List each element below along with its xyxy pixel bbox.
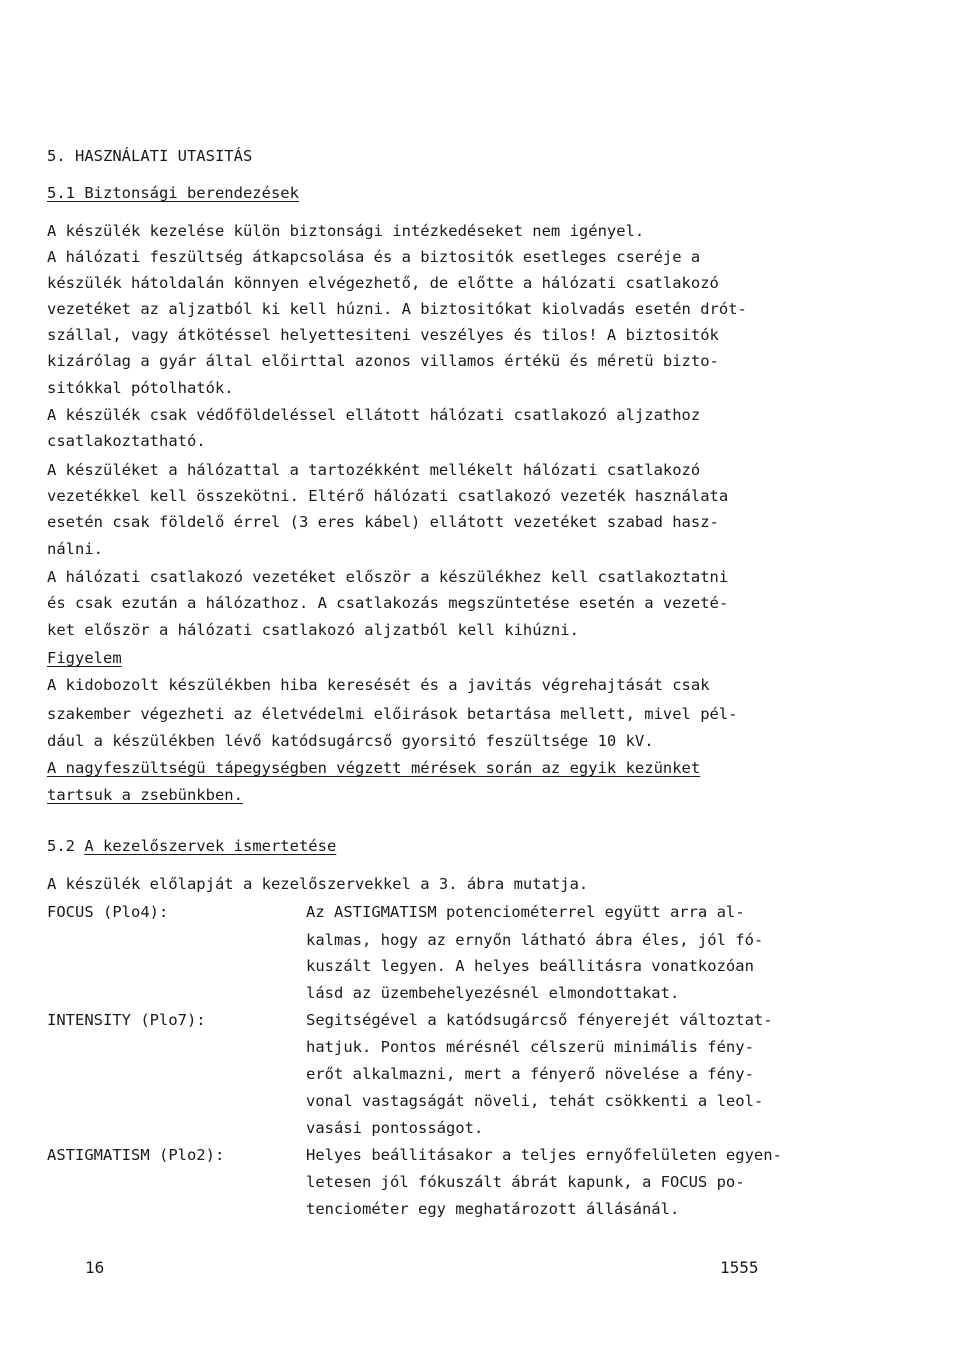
body-line: csatlakoztatható. bbox=[47, 432, 206, 450]
body-line: sitókkal pótolhatók. bbox=[47, 379, 234, 397]
control-desc-line: Helyes beállitásakor a teljes ernyőfelületen egyen- bbox=[306, 1146, 782, 1164]
control-desc-line: letesen jól fókuszált ábrát kapunk, a FOCUS po- bbox=[306, 1173, 745, 1191]
body-line: vezetéket az aljzatból ki kell húzni. A biztositókat kiolvadás esetén drót- bbox=[47, 300, 747, 318]
control-term: FOCUS (Plo4): bbox=[47, 903, 169, 921]
body-line: készülék hátoldalán könnyen elvégezhető, de előtte a hálózati csatlakozó bbox=[47, 274, 719, 292]
control-desc-line: vonal vastagságát növeli, tehát csökkenti a leol- bbox=[306, 1092, 764, 1110]
section-5-2-number: 5.2 bbox=[47, 837, 75, 855]
section-5-1-title: 5.1 Biztonsági berendezések bbox=[47, 184, 299, 202]
warning-line: tartsuk a zsebünkben. bbox=[47, 786, 243, 804]
notice-title: Figyelem bbox=[47, 649, 122, 667]
body-line: A hálózati feszültség átkapcsolása és a biztositók esetleges cseréje a bbox=[47, 248, 701, 266]
body-line: A hálózati csatlakozó vezetéket először a készülékhez kell csatlakoztatni bbox=[47, 568, 729, 586]
body-line: ket először a hálózati csatlakozó aljzatból kell kihúzni. bbox=[47, 621, 579, 639]
section-5-2-intro: A készülék előlapját a kezelőszervekkel a 3. ábra mutatja. bbox=[47, 875, 589, 893]
control-desc-line: kalmas, hogy az ernyőn látható ábra éles, jól fó- bbox=[306, 931, 764, 949]
chapter-heading: 5. HASZNÁLATI UTASITÁS bbox=[47, 147, 253, 165]
section-5-2-title bbox=[47, 836, 336, 856]
body-line: nálni. bbox=[47, 540, 103, 558]
control-desc-line: Az ASTIGMATISM potenciométerrel együtt arra al- bbox=[306, 903, 745, 921]
body-line: vezetékkel kell összekötni. Eltérő hálózati csatlakozó vezeték használata bbox=[47, 487, 729, 505]
body-line: A készüléket a hálózattal a tartozékként mellékelt hálózati csatlakozó bbox=[47, 461, 701, 479]
section-5-2-title-text: A kezelőszervek ismertetése bbox=[84, 837, 337, 855]
body-line: szállal, vagy átkötéssel helyettesiteni veszélyes és tilos! A biztositók bbox=[47, 326, 719, 344]
document-number: 1555 bbox=[720, 1258, 759, 1277]
body-line: A készülék csak védőföldeléssel ellátott hálózati csatlakozó aljzathoz bbox=[47, 406, 701, 424]
warning-line: A nagyfeszültségü tápegységben végzett mérések során az egyik kezünket bbox=[47, 759, 701, 777]
notice-line: dául a készülékben lévő katódsugárcső gyorsitó feszültsége 10 kV. bbox=[47, 732, 654, 750]
page-number: 16 bbox=[85, 1258, 105, 1277]
control-desc-line: Segitségével a katódsugárcső fényerejét változtat- bbox=[306, 1011, 773, 1029]
control-desc-line: tenciométer egy meghatározott állásánál. bbox=[306, 1200, 680, 1218]
notice-line: szakember végezheti az életvédelmi előirások betartása mellett, mivel pél- bbox=[47, 705, 738, 723]
control-term: INTENSITY (Plo7): bbox=[47, 1011, 206, 1029]
control-desc-line: hatjuk. Pontos mérésnél célszerü minimális fény- bbox=[306, 1038, 754, 1056]
control-desc-line: erőt alkalmazni, mert a fényerő növelése a fény- bbox=[306, 1065, 754, 1083]
body-line: és csak ezután a hálózathoz. A csatlakozás megszüntetése esetén a vezeté- bbox=[47, 594, 729, 612]
notice-line: A kidobozolt készülékben hiba keresését és a javitás végrehajtását csak bbox=[47, 676, 710, 694]
body-line: kizárólag a gyár által előirttal azonos villamos értékü és méretü bizto- bbox=[47, 352, 719, 370]
control-desc-line: vasási pontosságot. bbox=[306, 1119, 484, 1137]
control-term: ASTIGMATISM (Plo2): bbox=[47, 1146, 225, 1164]
body-line: A készülék kezelése külön biztonsági intézkedéseket nem igényel. bbox=[47, 222, 645, 240]
control-desc-line: kuszált legyen. A helyes beállitásra vonatkozóan bbox=[306, 957, 754, 975]
body-line: esetén csak földelő érrel (3 eres kábel) ellátott vezetéket szabad hasz- bbox=[47, 513, 719, 531]
control-desc-line: lásd az üzembehelyezésnél elmondottakat. bbox=[306, 984, 680, 1002]
